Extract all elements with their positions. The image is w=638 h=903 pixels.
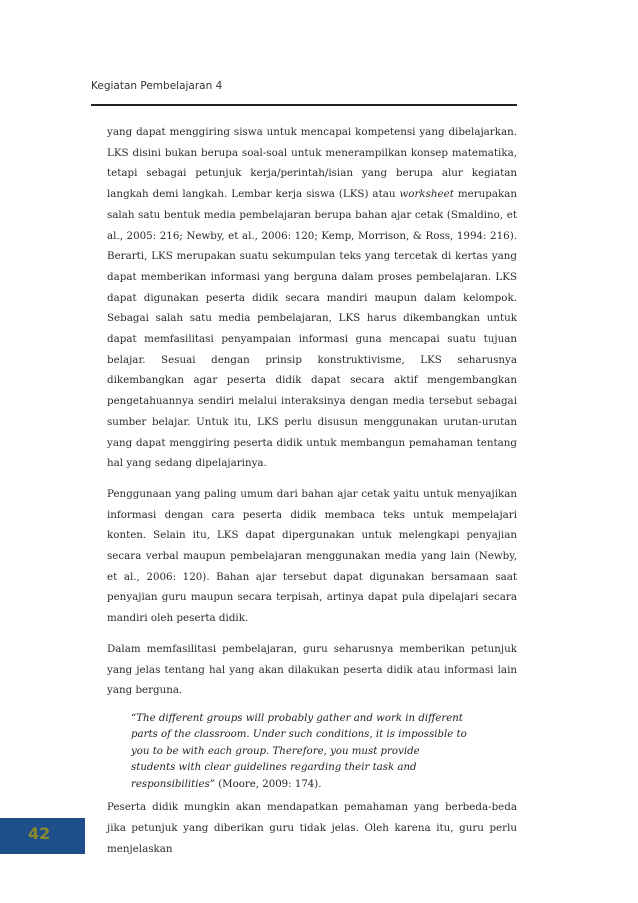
- paragraph-2: Penggunaan yang paling umum dari bahan ajar cetak yaitu untuk menyajikan informasi dengan cara peserta didik membaca teks untuk mempelajari konten. Selain itu, LKS dapat dipergunakan untuk melengkapi penyajian secara verbal maupun pembelajaran menggunakan media yang lain (Newby, et al., 2006: 120). Bahan ajar tersebut dapat digunakan bersamaan saat penyajian guru maupun secara terpisah, artinya dapat pula dipelajari secara mandiri oleh peserta didik.: [107, 487, 517, 625]
- page-body: [107, 122, 517, 860]
- paragraph-1: [107, 122, 517, 474]
- paragraph-3: Dalam memfasilitasi pembelajaran, guru seharusnya memberikan petunjuk yang jelas tentang hal yang akan dilakukan peserta didik atau informasi lain yang berguna.: [107, 642, 517, 697]
- paragraph-4: Peserta didik mungkin akan mendapatkan pemahaman yang berbeda-beda jika petunjuk yang diberikan guru tidak jelas. Oleh karena itu, guru perlu menjelaskan: [107, 801, 517, 855]
- paragraph-1-part-1: yang dapat menggiring siswa untuk mencapai kompetensi yang dibelajarkan. LKS disini bukan berupa soal-soal untuk menerampilkan konsep matematika, tetapi sebagai petunjuk kerja/perintah/isian yang berupa alur kegiatan langkah demi langkah. Lembar kerja siswa (LKS) atau: [107, 126, 517, 201]
- paragraph-1-italic-term: worksheet: [399, 188, 454, 201]
- running-header: Kegiatan Pembelajaran 4: [91, 80, 223, 92]
- header-rule: [91, 104, 517, 106]
- paragraph-1-part-2: merupakan salah satu bentuk media pembelajaran berupa bahan ajar cetak (Smaldino, et al., 2005: 216; Newby, et al., 2006: 120; Kemp, Morrison, & Ross, 1994: 216). Berarti, LKS merupakan suatu sekumpulan teks yang tercetak di kertas yang dapat memberikan informasi yang berguna dalam proses pembelajaran. LKS dapat digunakan peserta didik secara mandiri maupun dalam kelompok. Sebagai salah satu media pembelajaran, LKS harus dikembangkan untuk dapat memfasilitasi penyampaian informasi guna mencapai suatu tujuan belajar. Sesuai dengan prinsip konstruktivisme, LKS seharusnya dikembangkan agar peserta didik dapat secara aktif mengembangkan pengetahuannya sendiri melalui interaksinya dengan media tersebut sebagai sumber belajar. Untuk itu, LKS perlu disusun menggunakan urutan-urutan yang dapat menggiring peserta didik untuk membangun pemahaman tentang hal yang sedang dipelajarinya.: [107, 188, 517, 470]
- quote-text: “The different groups will probably gather and work in different parts of the classroom. Under such conditions, it is impossible to you to be with each group. Therefore, you must provide students with clear guidelines regarding their task and responsibilities”: [131, 712, 467, 790]
- page-number: 42: [28, 824, 51, 843]
- block-quote: [131, 711, 467, 794]
- quote-citation: (Moore, 2009: 174).: [214, 778, 322, 790]
